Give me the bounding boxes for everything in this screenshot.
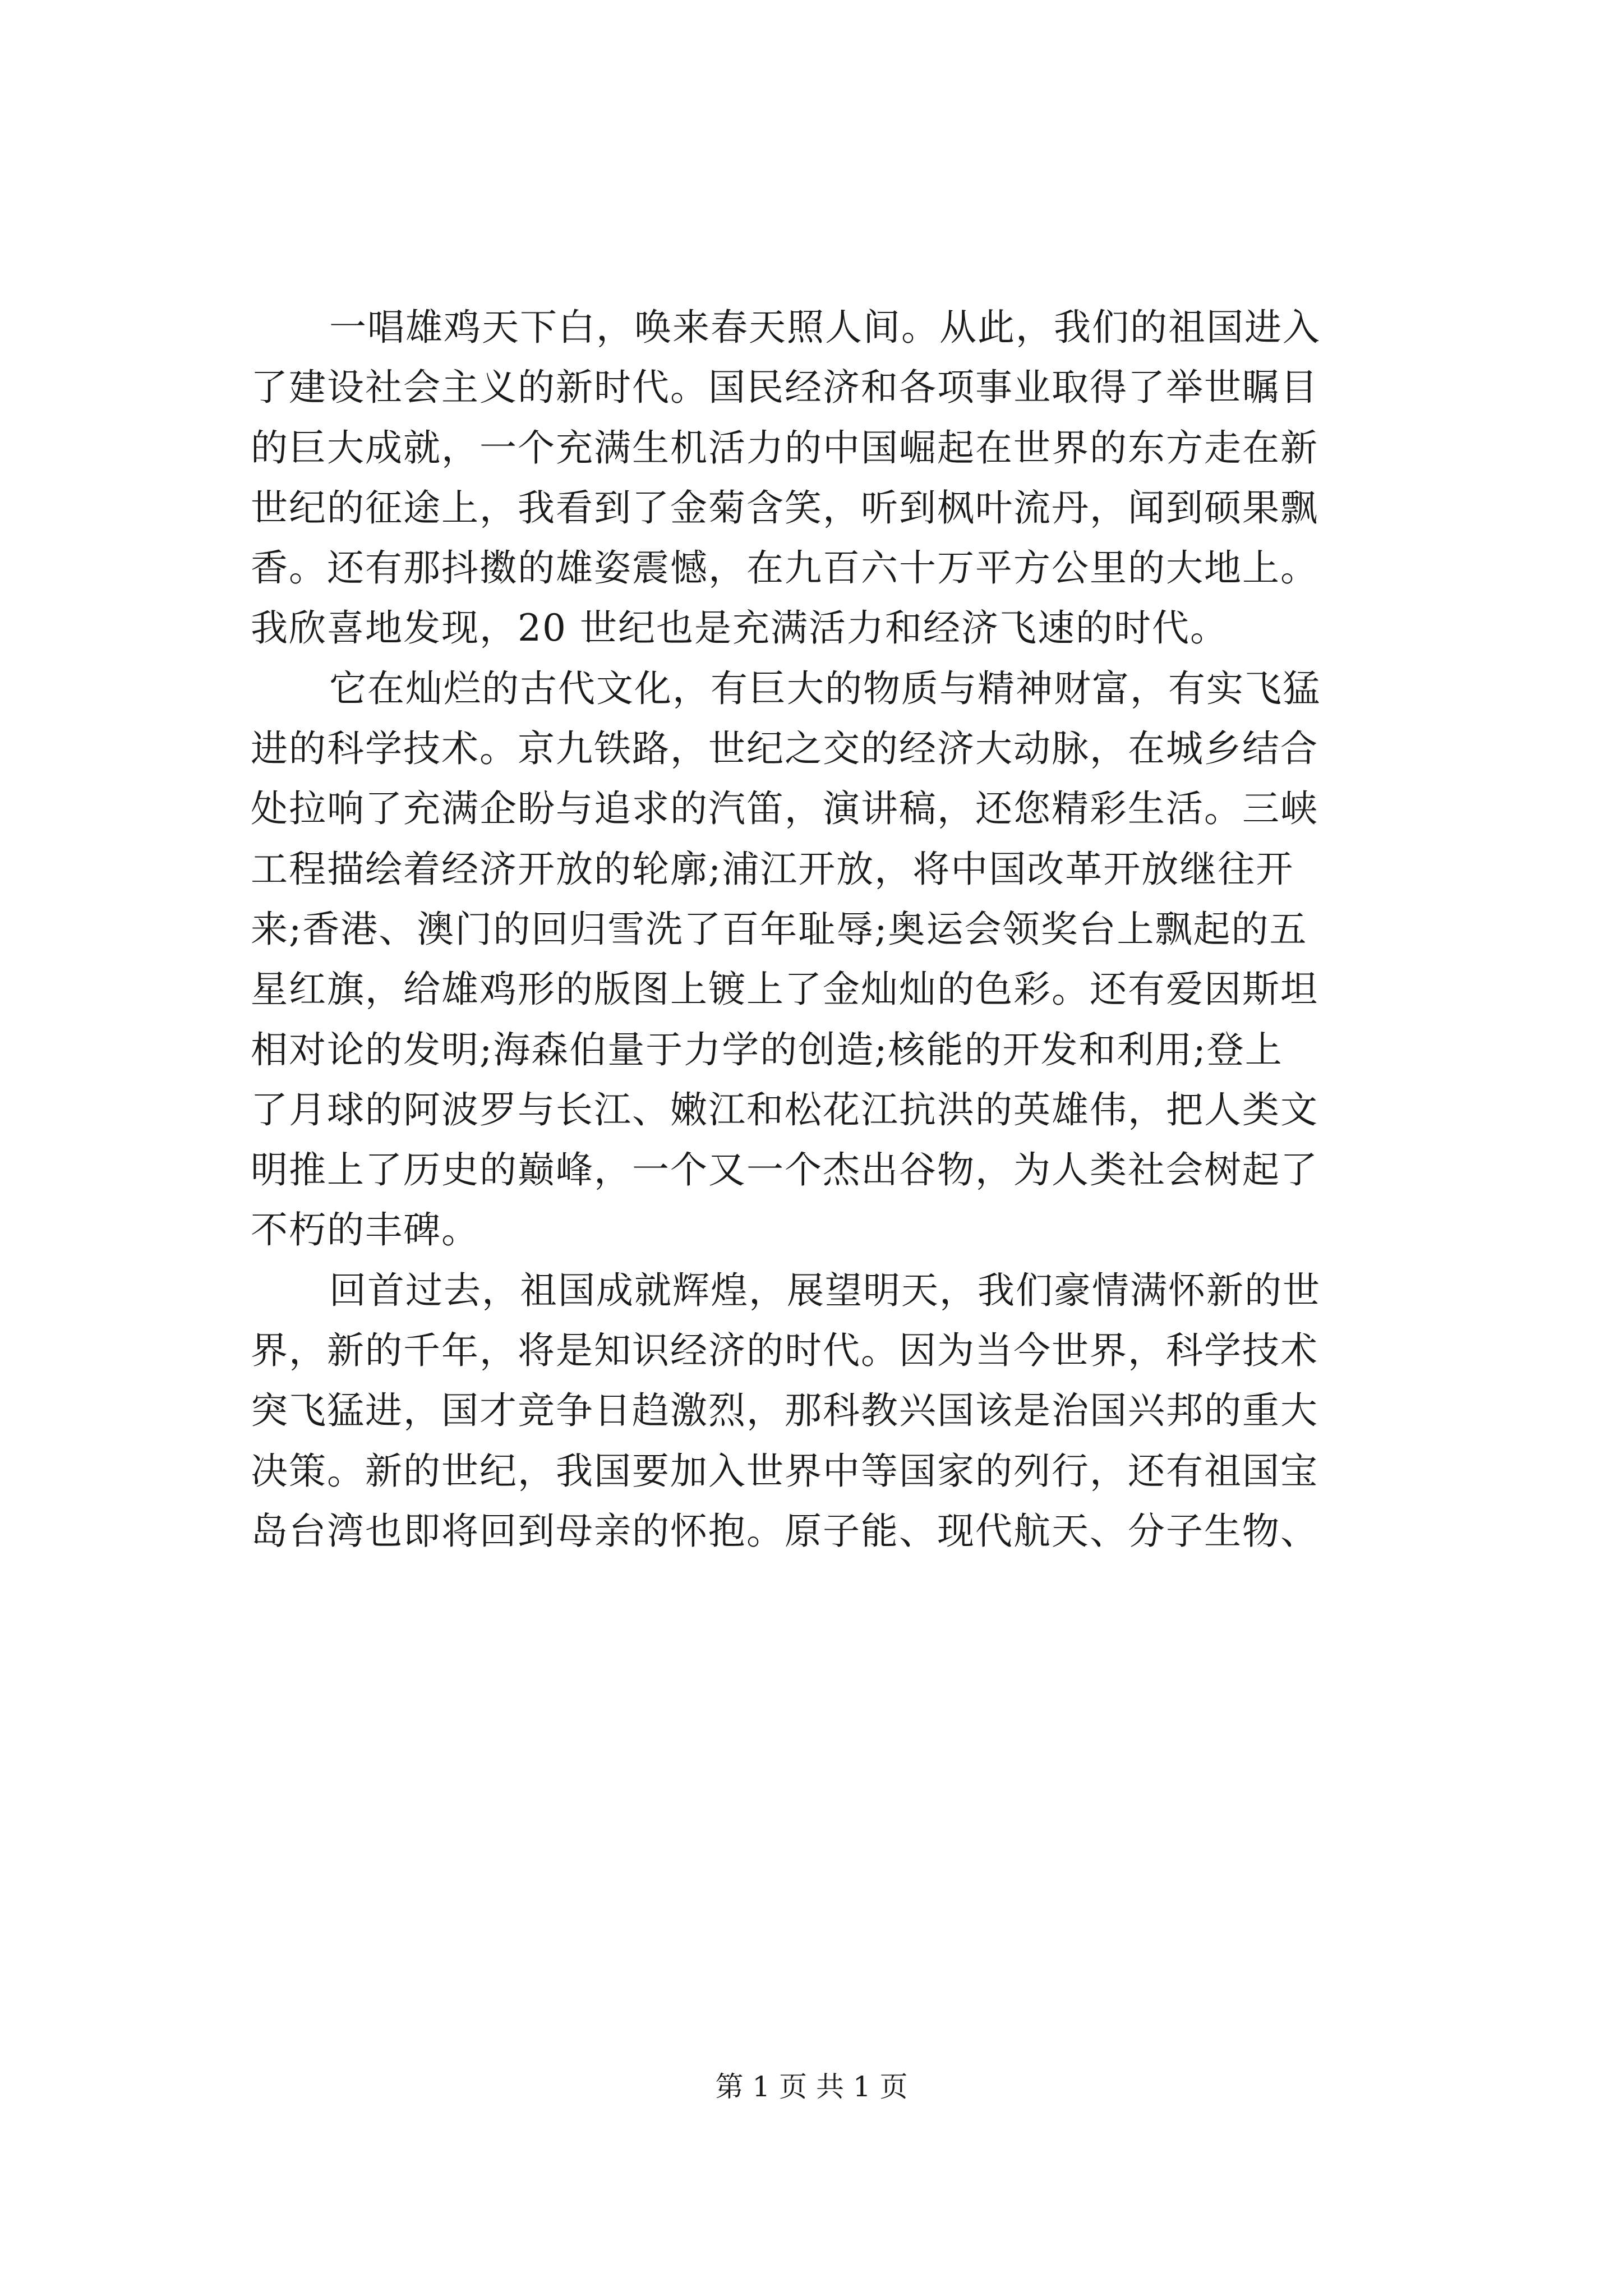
paragraph-line: 来;香港、澳门的回归雪洗了百年耻辱;奥运会领奖台上飘起的五 (251, 907, 1308, 951)
paragraph-line: 岛台湾也即将回到母亲的怀抱。原子能、现代航天、分子生物、 (251, 1509, 1318, 1553)
paragraph-line: 了月球的阿波罗与长江、嫩江和松花江抗洪的英雄伟，把人类文 (251, 1088, 1318, 1131)
page-footer (0, 2064, 1623, 2105)
paragraph-line: 香。还有那抖擞的雄姿震憾，在九百六十万平方公里的大地上。 (251, 546, 1318, 590)
paragraph-line: 一唱雄鸡天下白，唤来春天照人间。从此，我们的祖国进入 (329, 306, 1321, 349)
paragraph-line: 不朽的丰碑。 (251, 1208, 479, 1252)
paragraph-line: 它在灿烂的古代文化，有巨大的物质与精神财富，有实飞猛 (329, 666, 1321, 710)
paragraph-line: 世纪的征途上，我看到了金菊含笑，听到枫叶流丹，闻到硕果飘 (251, 486, 1318, 530)
page-number-label: 第 1 页 共 1 页 (715, 2070, 908, 2103)
document-body (251, 297, 1428, 1561)
paragraph-line: 相对论的发明;海森伯量于力学的创造;核能的开发和利用;登上 (251, 1028, 1283, 1071)
paragraph-2 (251, 659, 1428, 1260)
paragraph-line: 了建设社会主义的新时代。国民经济和各项事业取得了举世瞩目 (251, 366, 1318, 409)
paragraph-line: 决策。新的世纪，我国要加入世界中等国家的列行，还有祖国宝 (251, 1449, 1318, 1493)
paragraph-3 (251, 1260, 1428, 1561)
paragraph-1 (251, 297, 1428, 659)
paragraph-line: 进的科学技术。京九铁路，世纪之交的经济大动脉，在城乡结合 (251, 727, 1318, 771)
paragraph-line: 界，新的千年，将是知识经济的时代。因为当今世界，科学技术 (251, 1329, 1318, 1373)
paragraph-line: 的巨大成就，一个充满生机活力的中国崛起在世界的东方走在新 (251, 426, 1318, 470)
paragraph-line: 我欣喜地发现，20 世纪也是充满活力和经济飞速的时代。 (251, 606, 1228, 650)
paragraph-line: 回首过去，祖国成就辉煌，展望明天，我们豪情满怀新的世 (329, 1268, 1321, 1312)
paragraph-line: 处拉响了充满企盼与追求的汽笛，演讲稿，还您精彩生活。三峡 (251, 787, 1318, 831)
paragraph-line: 突飞猛进，国才竞争日趋激烈，那科教兴国该是治国兴邦的重大 (251, 1389, 1318, 1433)
paragraph-line: 工程描绘着经济开放的轮廓;浦江开放，将中国改革开放继往开 (251, 847, 1294, 891)
paragraph-line: 明推上了历史的巅峰，一个又一个杰出谷物，为人类社会树起了 (251, 1148, 1318, 1192)
paragraph-line: 星红旗，给雄鸡形的版图上镀上了金灿灿的色彩。还有爱因斯坦 (251, 968, 1318, 1011)
